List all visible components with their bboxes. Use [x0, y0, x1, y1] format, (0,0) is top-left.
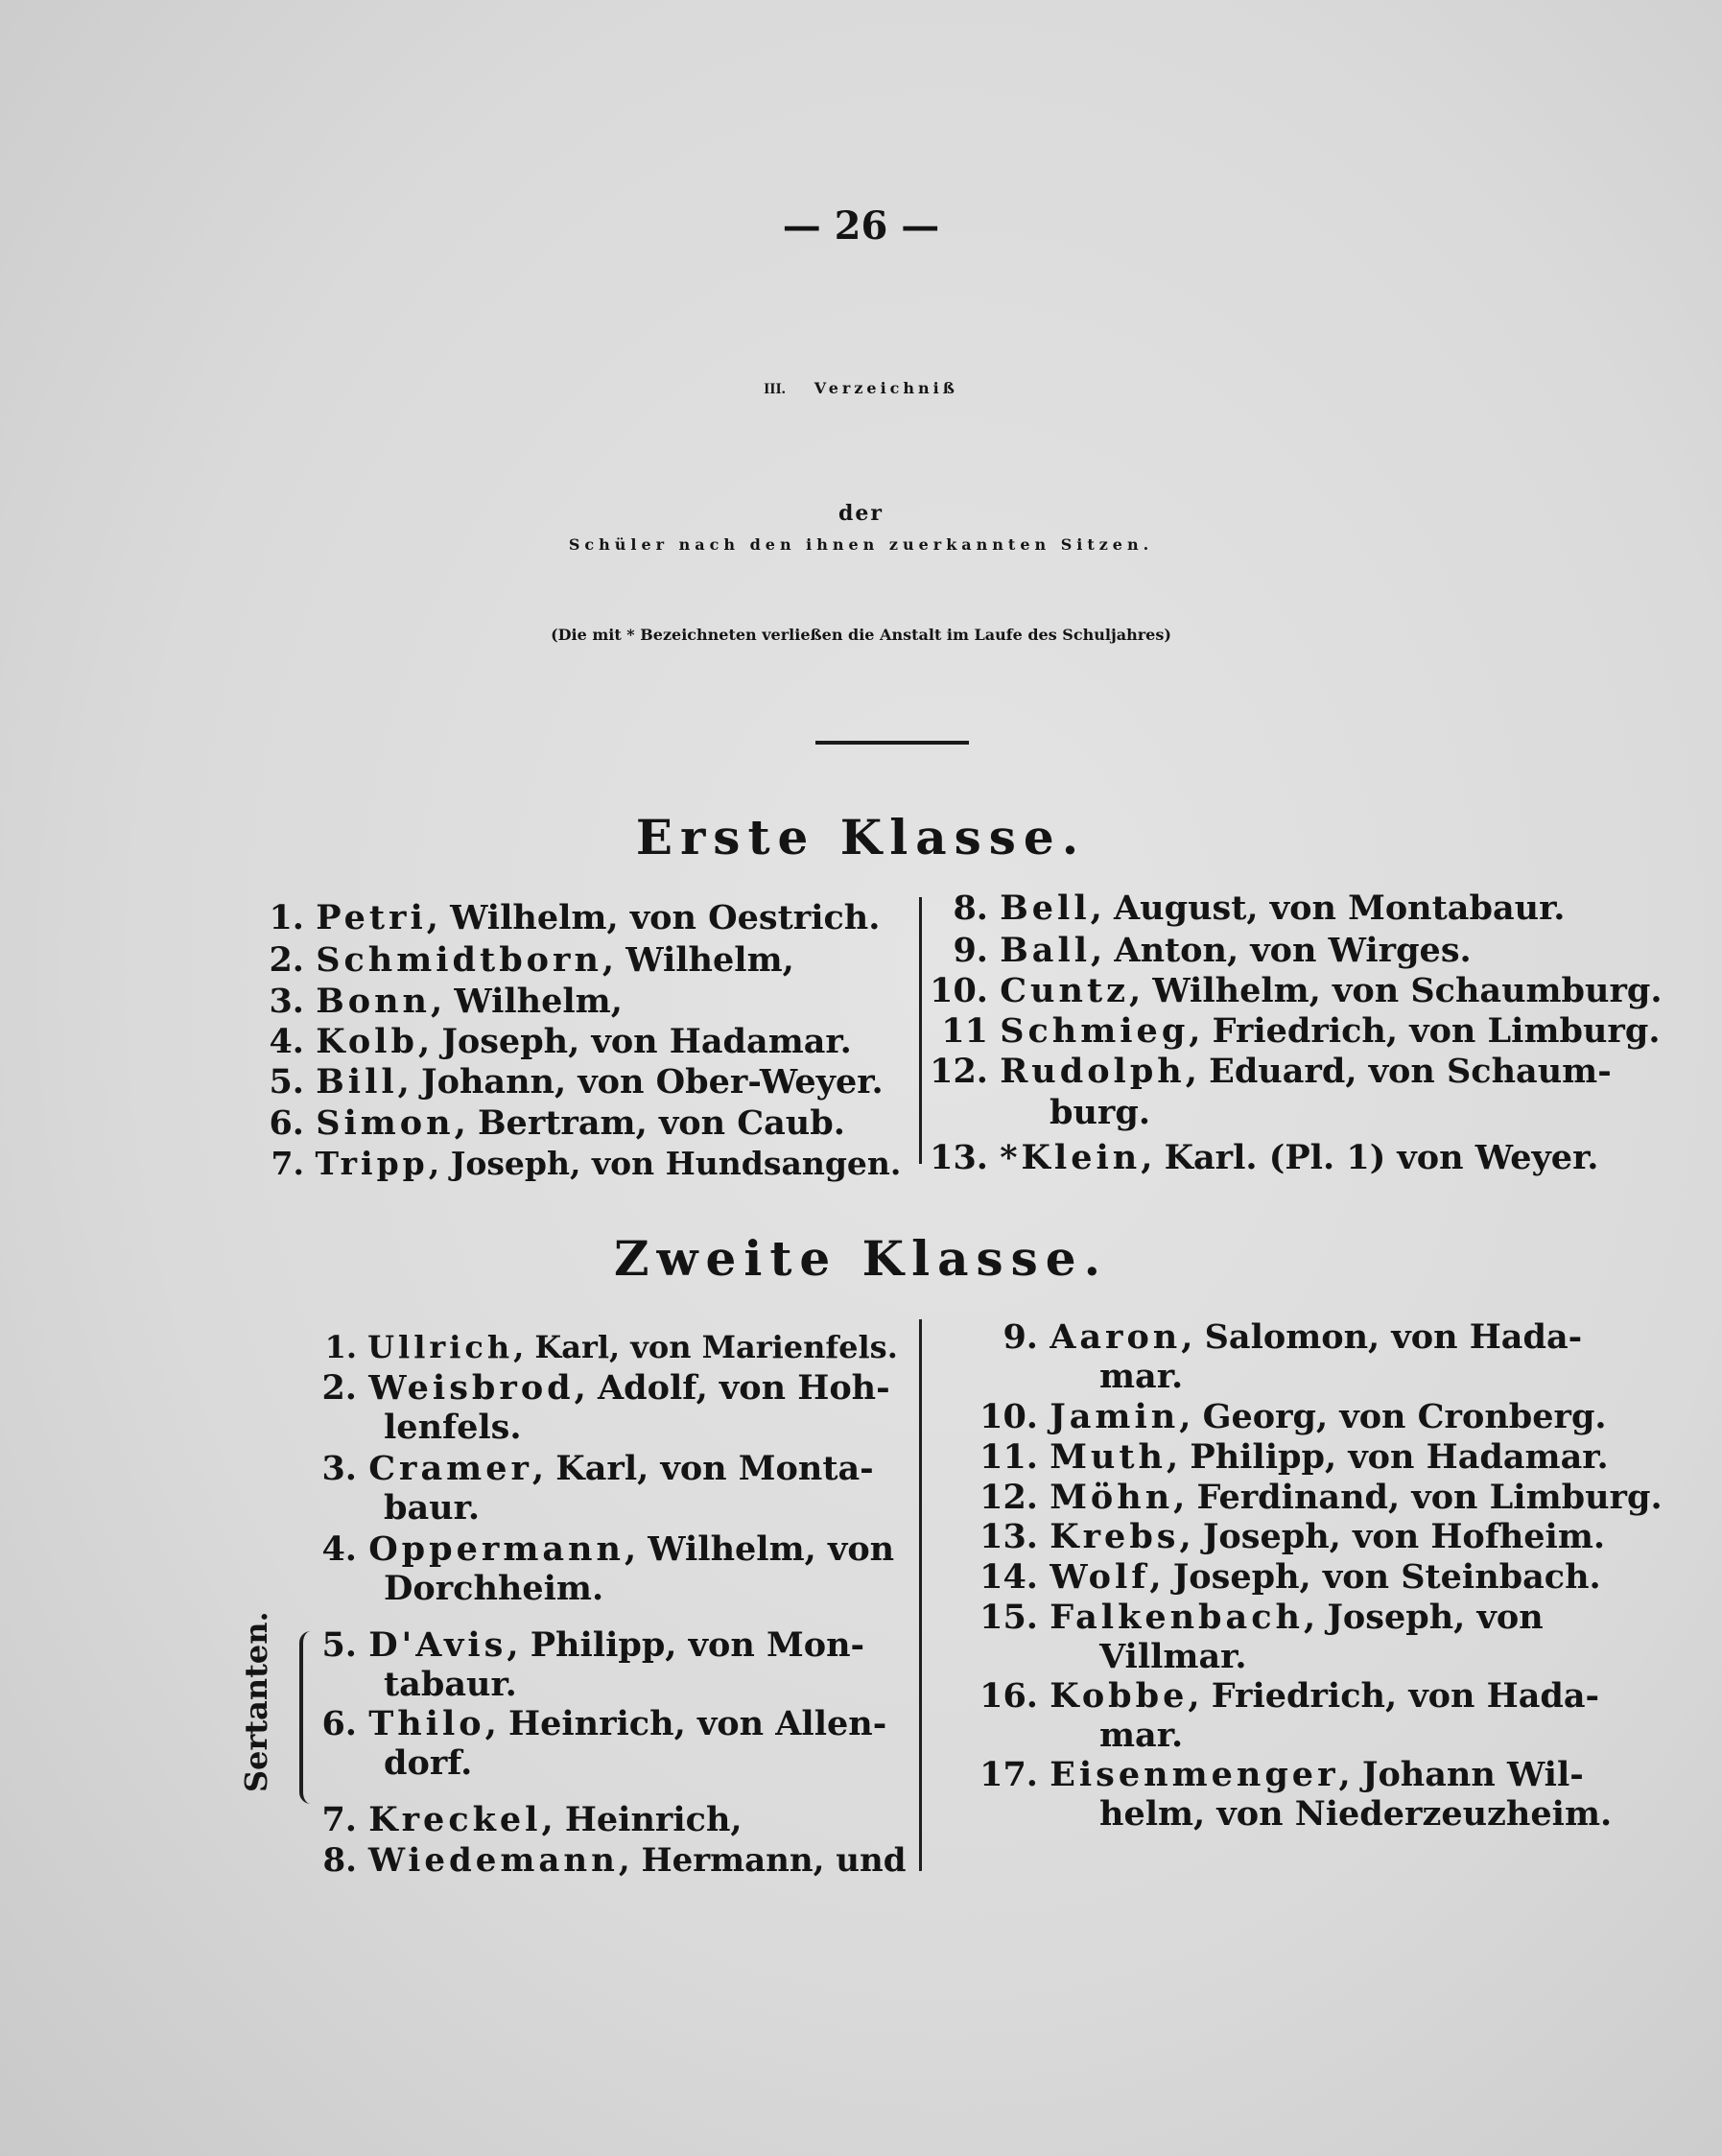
heading-roman-numeral: III.: [764, 381, 786, 397]
sertanten-brace: [299, 1631, 320, 1804]
class2-entry-continuation: baur.: [384, 1488, 481, 1528]
class1-entry: 4. Kolb, Joseph, von Hadamar.: [269, 1022, 852, 1061]
class2-entry-continuation: Villmar.: [1099, 1637, 1247, 1676]
class1-entry: 7. Tripp, Joseph, von Hundsangen.: [271, 1145, 902, 1182]
class1-heading: Erste Klasse.: [635, 809, 1087, 865]
class1-entry: 1. Petri, Wilhelm, von Oestrich.: [269, 898, 881, 937]
class2-entry: 12. Möhn, Ferdinand, von Limburg.: [979, 1478, 1663, 1517]
class2-entry-continuation: mar.: [1099, 1357, 1184, 1396]
sertanten-side-label: Sertanten.: [238, 1611, 274, 1792]
class2-entry: 3. Cramer, Karl, von Monta-: [321, 1449, 874, 1488]
class1-entry: 11 Schmieg, Friedrich, von Limburg.: [941, 1011, 1661, 1051]
class2-entry-continuation: mar.: [1099, 1716, 1184, 1755]
class1-entry: 13. *Klein, Karl. (Pl. 1) von Weyer.: [930, 1138, 1599, 1177]
class2-entry: 16. Kobbe, Friedrich, von Hada-: [979, 1676, 1600, 1716]
heading-title: Verzeichniß: [814, 379, 958, 397]
main-heading: [0, 379, 1722, 398]
class2-entry: 14. Wolf, Joseph, von Steinbach.: [979, 1557, 1601, 1597]
class2-column-divider: [919, 1319, 922, 1871]
class2-entry: 8. Wiedemann, Hermann, und: [322, 1841, 907, 1880]
class2-entry-continuation: tabaur.: [384, 1665, 517, 1704]
class2-entry: 13. Krebs, Joseph, von Hofheim.: [979, 1517, 1606, 1556]
heading-note: (Die mit * Bezeichneten verließen die Anstalt im Laufe des Schuljahres): [551, 626, 1171, 644]
class1-entry: 12. Rudolph, Eduard, von Schaum-: [930, 1052, 1612, 1091]
class2-entry: 1. Ullrich, Karl, von Marienfels.: [324, 1329, 898, 1365]
class2-entry: 6. Thilo, Heinrich, von Allen-: [321, 1704, 887, 1743]
heading-subtitle: Schüler nach den ihnen zuerkannten Sitzen.: [568, 535, 1154, 554]
class1-entry: 10. Cuntz, Wilhelm, von Schaumburg.: [930, 971, 1663, 1010]
class1-entry: 2. Schmidtborn, Wilhelm,: [269, 940, 794, 980]
heading-der: der: [838, 501, 884, 526]
class1-entry-continuation: burg.: [1050, 1093, 1151, 1132]
class1-entry: 6. Simon, Bertram, von Caub.: [269, 1103, 845, 1143]
class2-entry-continuation: Dorchheim.: [384, 1569, 604, 1608]
class1-entry: 8. Bell, August, von Montabaur.: [953, 888, 1566, 928]
page-number: — 26 —: [782, 203, 940, 249]
class2-entry: 2. Weisbrod, Adolf, von Hoh-: [321, 1368, 890, 1408]
class2-entry-continuation: dorf.: [384, 1743, 473, 1783]
class1-column-divider: [919, 897, 922, 1164]
class2-entry: 10. Jamin, Georg, von Cronberg.: [979, 1397, 1607, 1436]
class2-entry: 15. Falkenbach, Joseph, von: [979, 1598, 1544, 1637]
class1-entry: 3. Bonn, Wilhelm,: [269, 982, 623, 1021]
class2-entry: 17. Eisenmenger, Johann Wil-: [979, 1755, 1584, 1794]
class2-entry-continuation: helm, von Niederzeuzheim.: [1099, 1794, 1613, 1834]
heading-divider: [815, 741, 969, 745]
class2-entry: 5. D'Avis, Philipp, von Mon-: [321, 1625, 865, 1665]
class2-entry: 11. Muth, Philipp, von Hadamar.: [979, 1437, 1609, 1477]
class1-entry: 5. Bill, Johann, von Ober-Weyer.: [269, 1062, 884, 1102]
class2-entry: 7. Kreckel, Heinrich,: [321, 1800, 743, 1839]
class2-entry: 4. Oppermann, Wilhelm, von: [321, 1529, 895, 1569]
class1-entry: 9. Ball, Anton, von Wirges.: [953, 931, 1472, 970]
class2-entry: 9. Aaron, Salomon, von Hada-: [1003, 1317, 1583, 1357]
class2-heading: Zweite Klasse.: [613, 1230, 1109, 1287]
class2-entry-continuation: lenfels.: [384, 1408, 522, 1447]
